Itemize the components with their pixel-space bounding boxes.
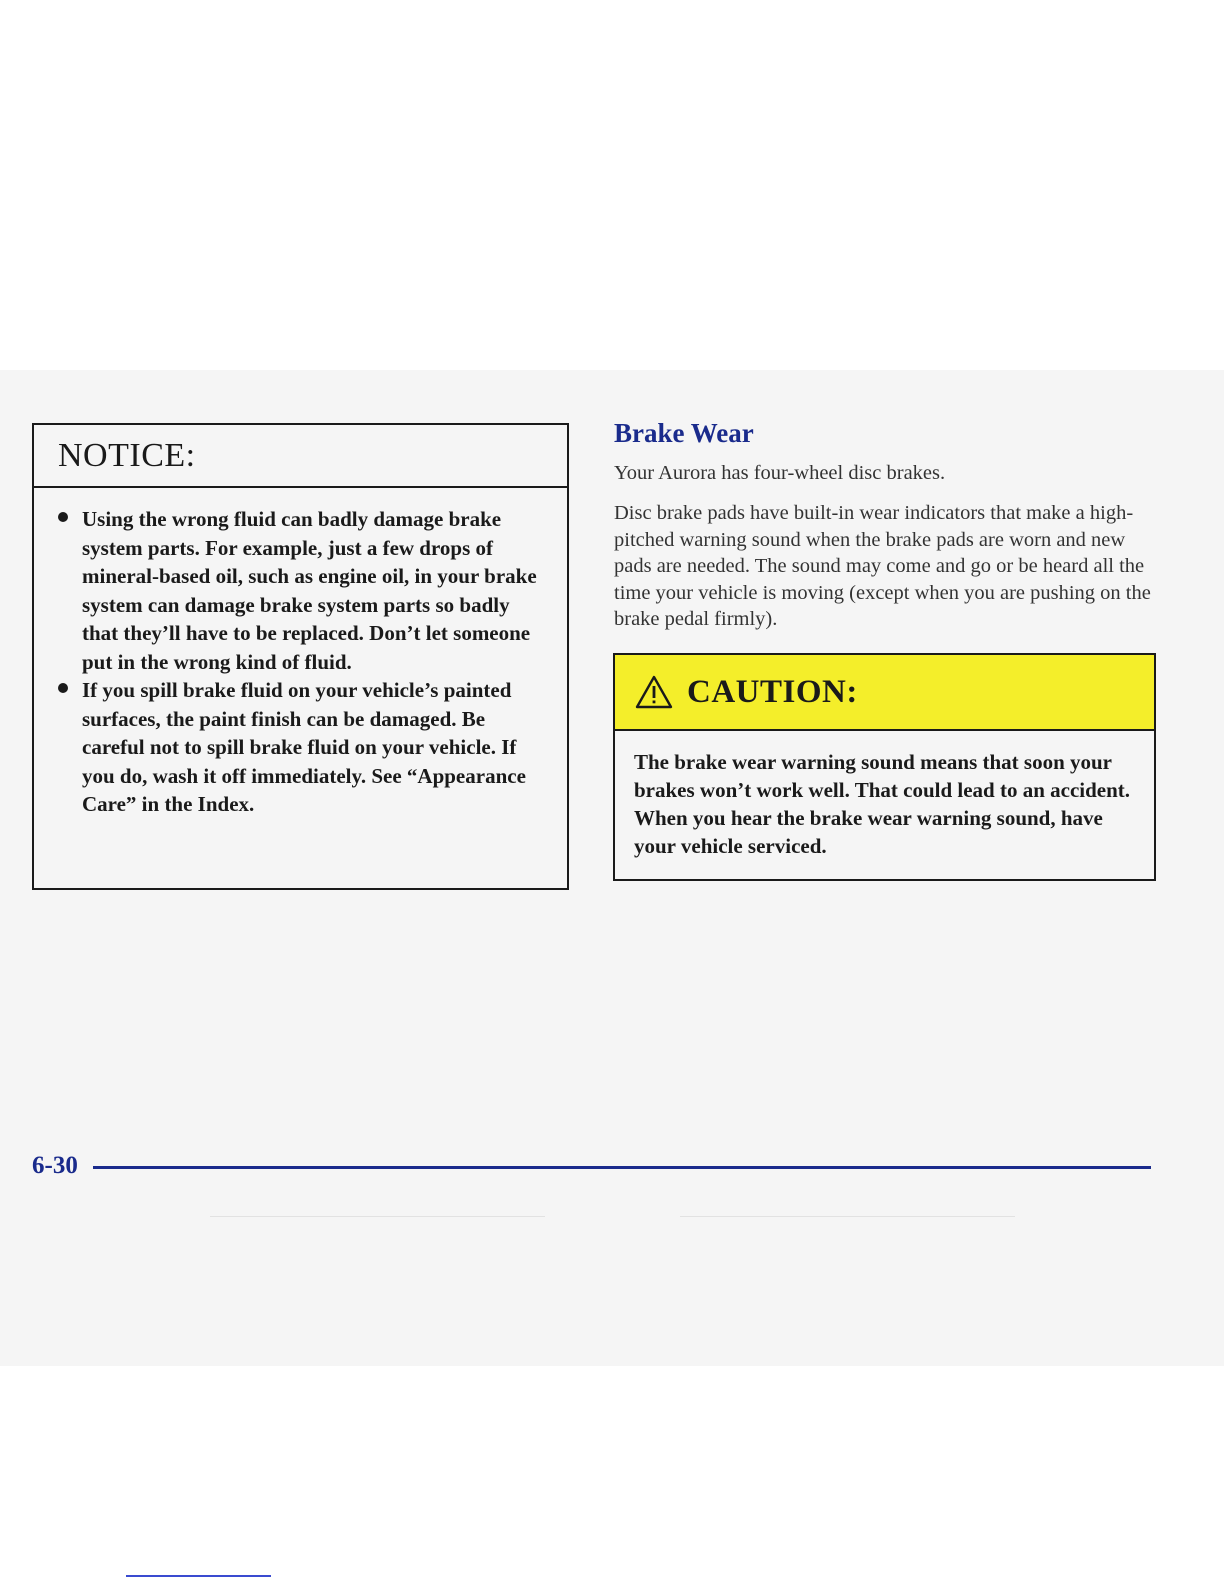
section-title: Brake Wear <box>614 418 754 448</box>
intro-paragraph: Your Aurora has four-wheel disc brakes. <box>614 462 946 484</box>
notice-box <box>32 423 569 890</box>
caution-box <box>613 653 1156 881</box>
notice-item-text: If you spill brake fluid on your vehicle’s painted surfaces, the paint finish can be damaged. Be careful not to spill brake fluid on your vehicle. If you do, wash it off immediately. See “Appearance Care” in the Index. <box>82 678 526 816</box>
notice-item-text: Using the wrong fluid can badly damage brake system parts. For example, just a few drops of mineral-based oil, such as engine oil, in your brake system can damage brake system parts so badly that they’ll have to be replaced. Don’t let someone put in the wrong kind of fluid. <box>82 507 537 674</box>
body-paragraph: Disc brake pads have built-in wear indicators that make a high-pitched warning sound when the brake pads are worn and new pads are needed. The sound may come and go or be heard all the time your vehicle is moving (except when you are pushing on the brake pedal firmly). <box>614 502 1151 630</box>
page-number: 6-30 <box>32 1152 78 1179</box>
bullet-icon <box>58 512 68 522</box>
bullet-icon <box>58 683 68 693</box>
notice-list <box>34 488 567 819</box>
caution-header <box>615 655 1154 731</box>
notice-item <box>82 505 537 676</box>
caution-title: CAUTION: <box>687 673 858 710</box>
warning-triangle-icon <box>635 675 673 709</box>
bottom-link-underline <box>126 1575 271 1577</box>
caution-text: The brake wear warning sound means that soon your brakes won’t work well. That could lead to an accident. When you hear the brake wear warning sound, have your vehicle serviced. <box>634 750 1131 858</box>
footer-rule <box>93 1166 1151 1169</box>
faint-divider <box>210 1216 545 1217</box>
notice-header <box>34 425 567 488</box>
faint-divider <box>680 1216 1015 1217</box>
notice-title: NOTICE: <box>58 436 196 474</box>
notice-item <box>82 676 537 819</box>
